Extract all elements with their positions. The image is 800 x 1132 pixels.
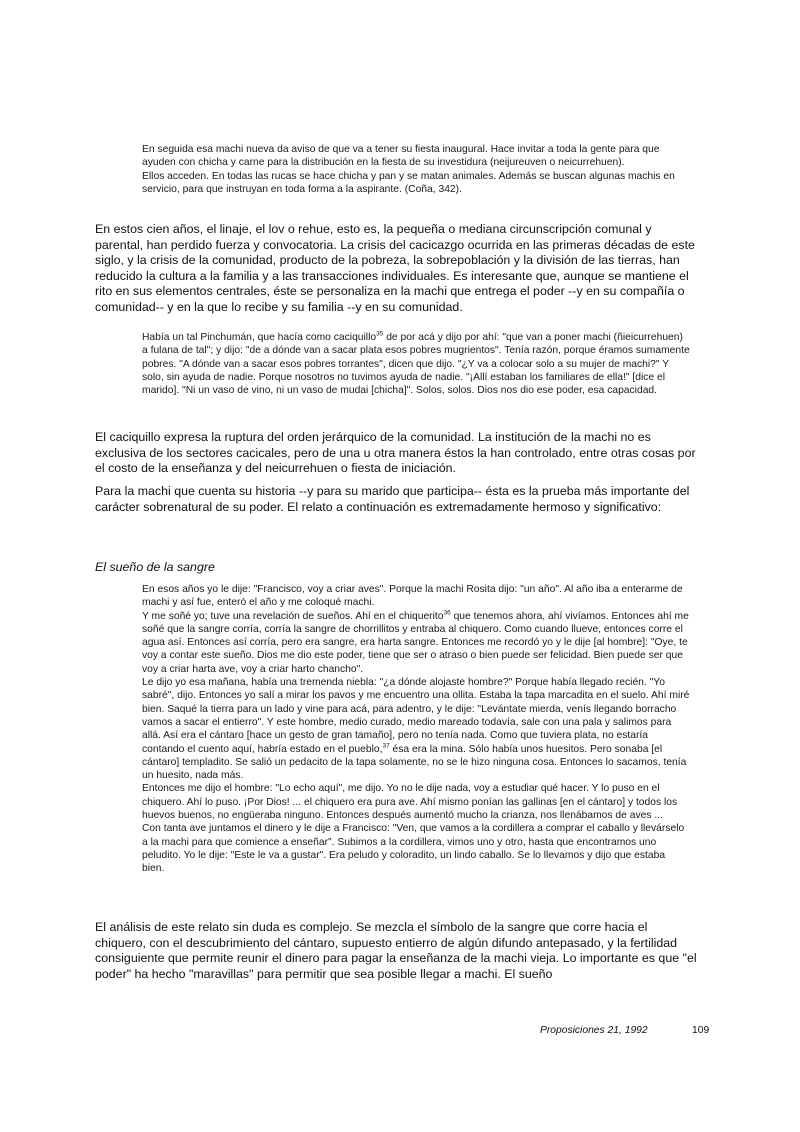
quote-paragraph [142, 676, 690, 782]
journal-citation: Proposiciones 21, 1992 [540, 1025, 648, 1036]
quote-paragraph: Entonces me dijo el hombre: "Lo echo aquí", me dijo. Yo no le dije nada, voy a estudiar qué hacer. Y lo puso en el chiquero. Ahí lo puso. ¡Por Dios! ... el chiquero era pura ave. Ahí mismo ponían las gallinas [en el cántaro] y todos los huevos buenos, no engüeraba ninguno. Entonces después aumentó mucho la crianza, nos llenábamos de aves ... [142, 783, 678, 822]
quote-paragraph: Con tanta ave juntamos el dinero y le dije a Francisco: "Ven, que vamos a la cordillera a comprar el caballo y llevárselo a la machi para que comience a enseñar". Subimos a la cordillera, vimos uno y otro, hasta que encontramos uno peludito. Yo le dije: "Este le va a gustar". Era peludo y coloradito, un lindo caballo. Se lo llevamos y dijo que estaba bien. [142, 823, 685, 875]
quote-paragraph: En seguida esa machi nueva da aviso de que va a tener su fiesta inaugural. Hace invitar a toda la gente para que ayuden con chicha y carne para la distribución en la fiesta de su investidura (neijureuven o neicurrehuen). [142, 144, 660, 169]
quote-text: Le dijo yo esa mañana, había una tremenda niebla: "¿a dónde alojaste hombre?" Porque había llegado recién. "Yo sabré", dijo. Entonces yo salí a mirar los pavos y me encuentro una ollita. Estaba la tapa marcadita en el suelo. Ahí miré bien. Saqué la tierra para un lado y vine para acá, para adentro, y le dije: "Levántate mierda, venís llegando borracho vamos a sacar el entierro". Y este hombre, medio curado, medio mareado todavía, sale con una pala y salimos para allá. Así era el cántaro [hace un gesto de gran tamaño], pero no tenía nada. Como que tuviera plata, no estaría contando el cuento aquí, habría estado en el pueblo, [142, 677, 690, 755]
quote-paragraph [142, 610, 690, 676]
footnote-ref: 35 [376, 330, 384, 338]
block-quote-dream [142, 583, 690, 876]
quote-text: ésa era la mina. Sólo había unos huesitos. Pero sonaba [el cántaro] templadito. Se salió un pedacito de la tapa solamente, no se le hizo ninguna cosa. Entonces lo sacamos, tenía un huesito, nada más. [142, 743, 687, 782]
quote-paragraph: En esos años yo le dije: "Francisco, voy a criar aves". Porque la machi Rosita dijo: "un año". Al año iba a enterarme de machi y así fue, enteró el año y me coloqué machi. [142, 584, 683, 609]
body-paragraph: El análisis de este relato sin duda es complejo. Se mezcla el símbolo de la sangre que corre hacia el chiquero, con el descubrimiento del cántaro, supuesto entierro de algún difundo antepasado, y la fertilidad consiguiente que permite reunir el dinero para pagar la enseñanza de la machi vieja. Lo importante es que "el poder" ha hecho "maravillas" para permitir que sea posible llegar a machi. El sueño [95, 920, 697, 981]
body-paragraph: Para la machi que cuenta su historia --y para su marido que participa-- ésta es la prueba más importante del carácter sobrenatural de su poder. El relato a continuación es extremadamente hermoso y significativo: [95, 484, 690, 514]
footnote-ref: 36 [443, 609, 451, 617]
quote-paragraph [142, 331, 690, 397]
body-paragraph: El caciquillo expresa la ruptura del orden jerárquico de la comunidad. La institución de la machi no es exclusiva de los sectores cacicales, pero de una u otra manera éstos la han controlado, entre otras cosas por el costo de la enseñanza y del neicurrehuen o fiesta de iniciación. [95, 430, 696, 476]
quote-text: Había un tal Pinchumán, que hacía como caciquillo [142, 332, 377, 343]
page-number: 109 [692, 1025, 710, 1036]
block-quote-investiture [142, 143, 690, 196]
section-title: El sueño de la sangre [95, 560, 215, 574]
block-quote-pinchuman [142, 331, 690, 397]
footnote-ref: 37 [382, 742, 390, 750]
body-paragraph: En estos cien años, el linaje, el lov o rehue, esto es, la pequeña o mediana circunscripción comunal y parental, han perdido fuerza y convocatoria. La crisis del cacicazgo ocurrida en las primeras décadas de este siglo, y la crisis de la comunidad, producto de la pobreza, la sobrepoblación y la división de las tierras, han reducido la cultura a la familia y a las transacciones individuales. Es interesante que, aunque se mantiene el rito en sus elementos centrales, éste se personaliza en la machi que entrega el poder --y en su compañía o comunidad-- y en la que lo recibe y su familia --y en su comunidad. [95, 222, 695, 314]
page-footer [540, 1025, 710, 1036]
quote-text: que tenemos ahora, ahí vivíamos. Entonces ahí me soñé que la sangre corría, corría la sangre de chorrillitos y entraba al chiquero. Como cuando llueve, entonces corre el agua así. Entonces así corría, pero era sangre, era harta sangre. Entonces me recordó yo y le dije [al hombre]: "Oye, te voy a contar este sueño. Dios me dio este poder, tiene que ser o atraso o bien puede ser felicidad. Bien puede ser que voy a criar harta ave, voy a criar harto chancho". [142, 610, 689, 675]
quote-text: Y me soñé yo; tuve una revelación de sueños. Ahí en el chiquerito [142, 610, 444, 622]
quote-text: de por acá y dijo por ahí: "que van a poner machi (ñieicurrehuen) a fulana de tal"; y dijo: "de a dónde van a sacar plata esos pobres mugrientos". Tenía razón, porque éramos sumamente pobres. "A dónde van a sacar esos pobres torrantes", dicen que dijo. "¿Y va a colocar solo a su mujer de machi?" Y solo, sin ayuda de nadie. Porque nosotros no tuvimos ayuda de nadie. "¡Allí estaban los familiares de ella!" [dice el marido]. "Ni un vaso de vino, ni un vaso de mudai [chicha]". Solos, solos. Dios nos dio ese poder, esa capacidad. [142, 332, 690, 397]
quote-paragraph: Ellos acceden. En todas las rucas se hace chicha y pan y se matan animales. Además se buscan algunas machis en servicio, para que instruyan en toda forma a la aspirante. (Coña, 342). [142, 170, 675, 195]
